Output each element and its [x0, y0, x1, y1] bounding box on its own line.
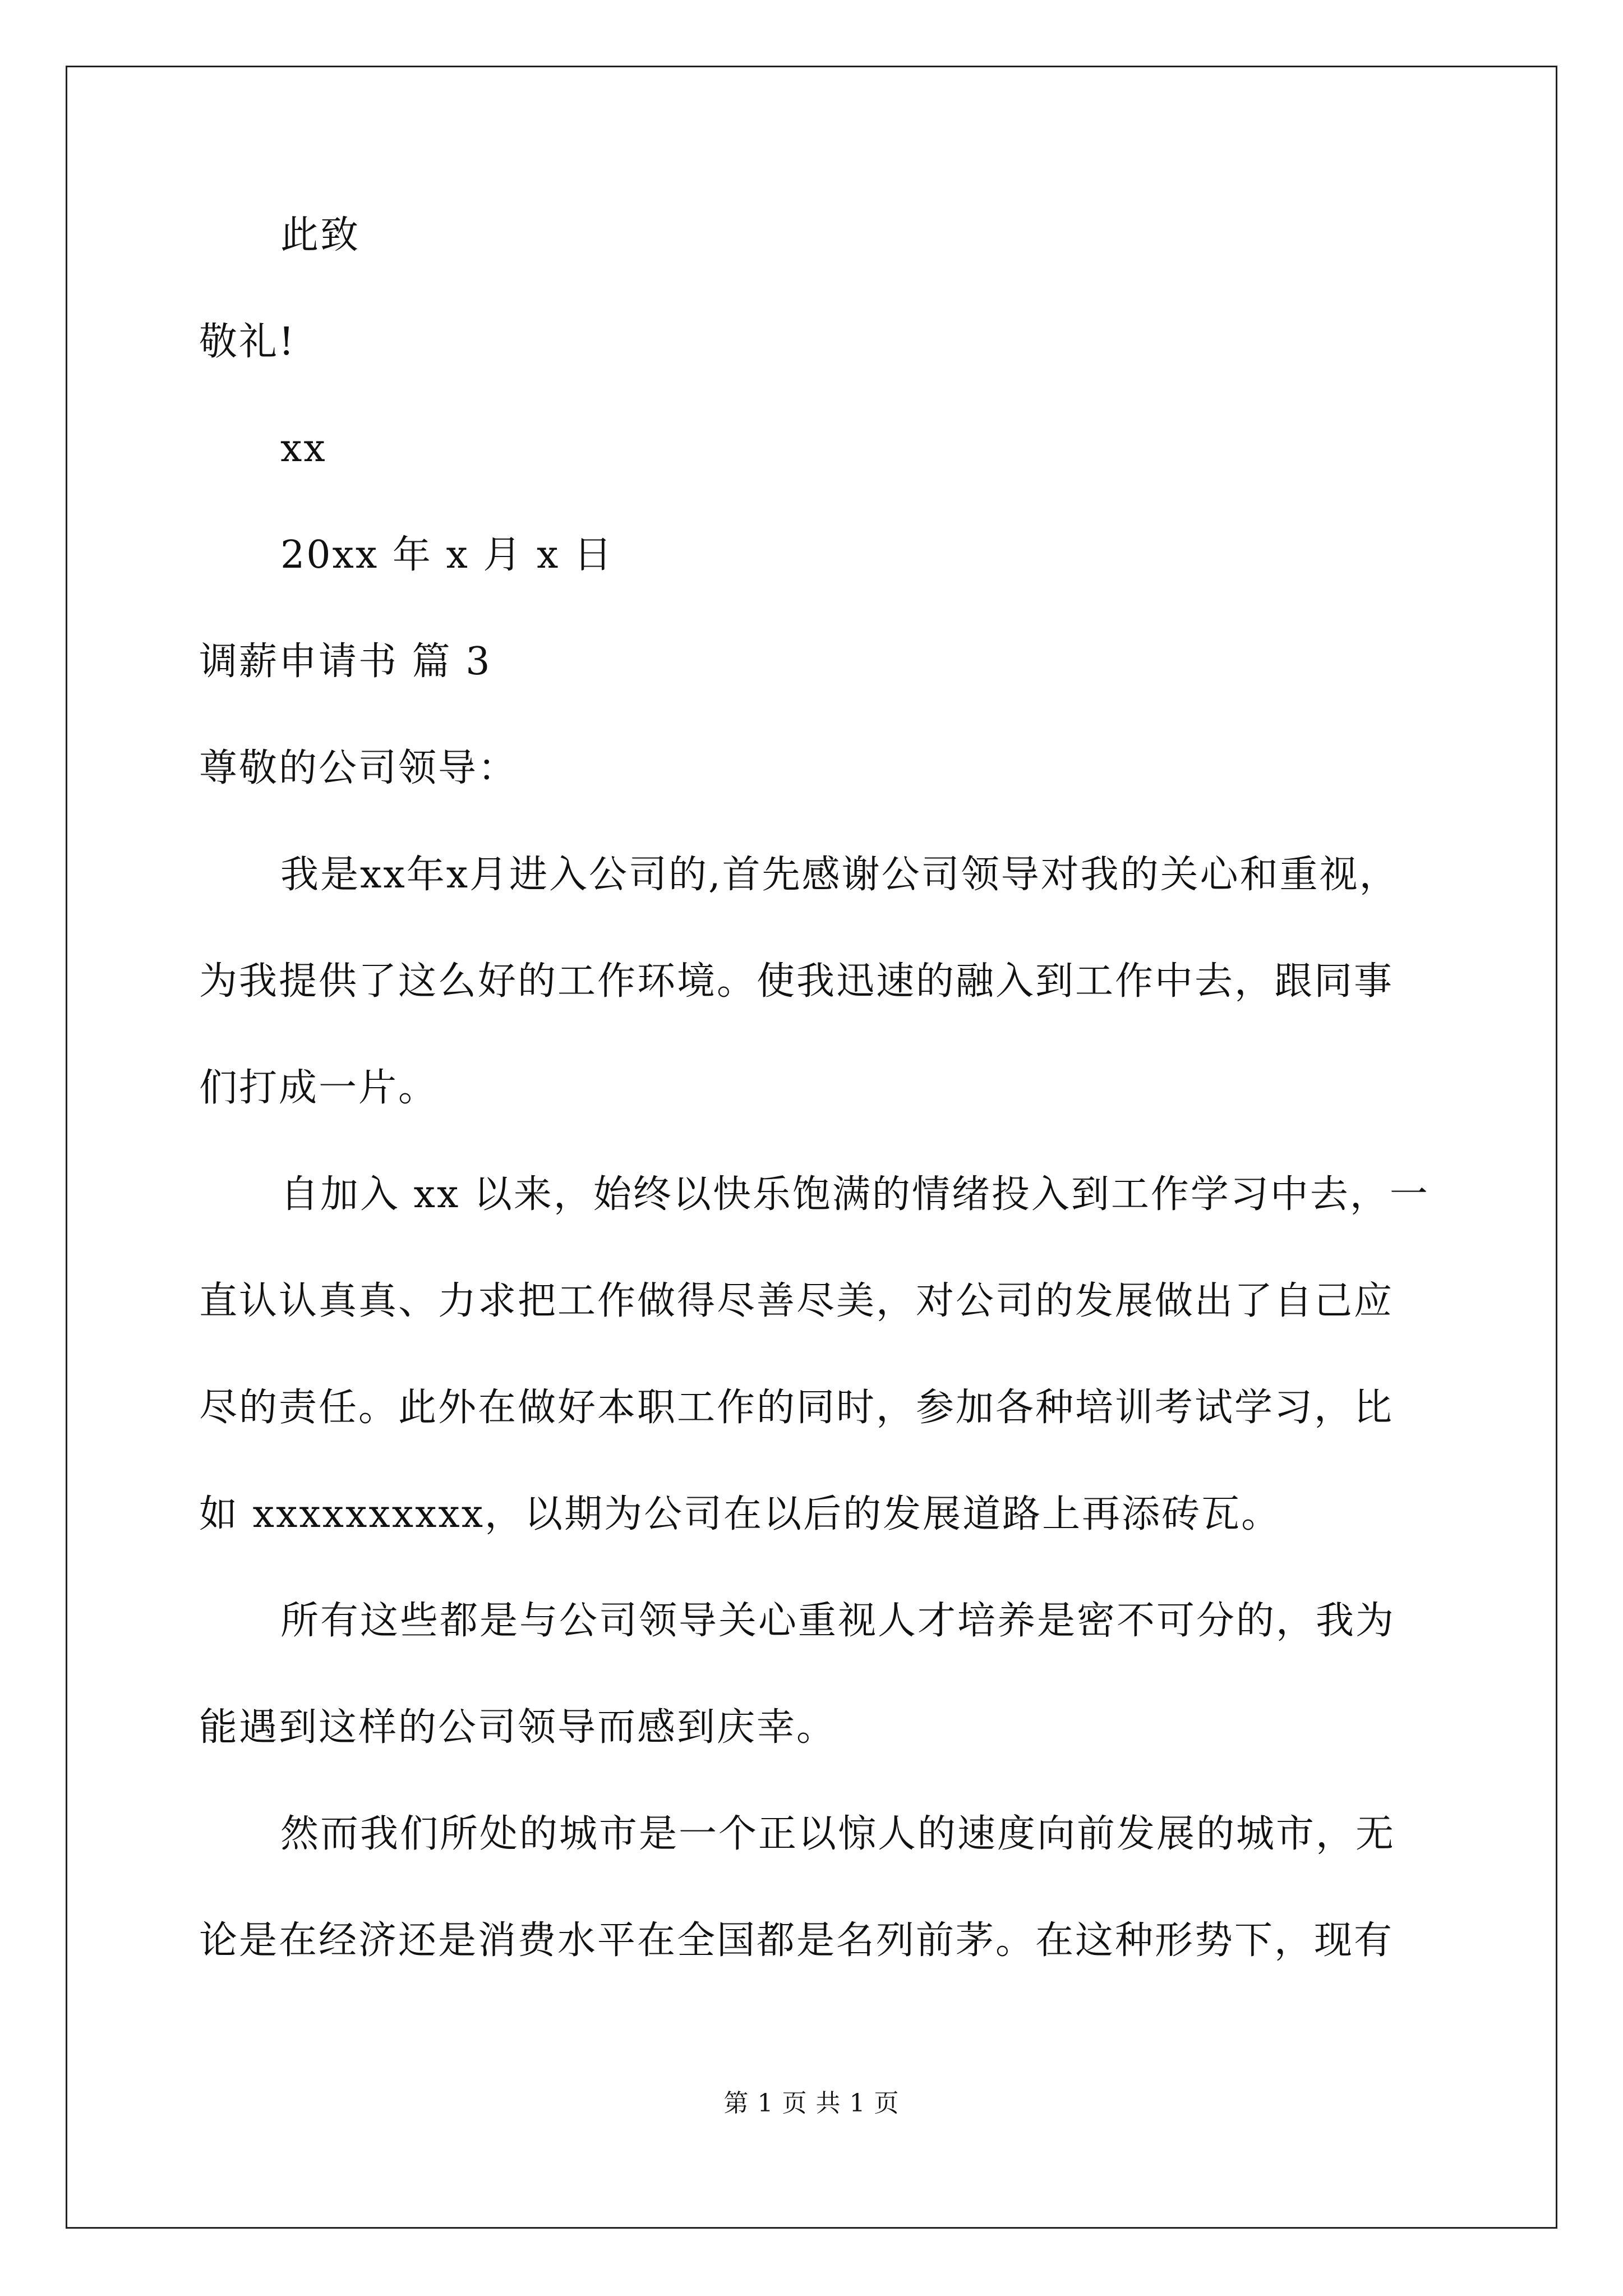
greeting-text: 尊敬的公司领导： — [199, 746, 518, 790]
paragraph-line: 能遇到这样的公司领导而感到庆幸。 — [199, 1705, 837, 1750]
page-border — [66, 66, 1557, 2229]
paragraph-line: 如 xxxxxxxxxx，以期为公司在以后的发展道路上再添砖瓦。 — [199, 1492, 1281, 1536]
paragraph-line: 为我提供了这么好的工作环境。使我迅速的融入到工作中去，跟同事 — [199, 959, 1394, 1004]
date-text: 20xx 年 x 月 x 日 — [280, 533, 614, 577]
salutation-end-text: 敬礼! — [199, 320, 296, 364]
section-title: 调薪申请书 篇 3 — [199, 639, 492, 684]
signature-text: xx — [280, 426, 327, 471]
paragraph-line: 们打成一片。 — [199, 1066, 439, 1110]
paragraph-line: 直认认真真、力求把工作做得尽善尽美，对公司的发展做出了自己应 — [199, 1279, 1394, 1323]
paragraph-line: 所有这些都是与公司领导关心重视人才培养是密不可分的，我为 — [280, 1599, 1396, 1643]
paragraph-line: 我是xx年x月进入公司的,首先感谢公司领导对我的关心和重视， — [280, 853, 1399, 897]
page-number-footer: 第 1 页 共 1 页 — [723, 2089, 900, 2118]
paragraph-line: 自加入 xx 以来，始终以快乐饱满的情绪投入到工作学习中去，一 — [280, 1172, 1430, 1217]
paragraph-line: 论是在经济还是消费水平在全国都是名列前茅。在这种形势下，现有 — [199, 1918, 1394, 1963]
closing-text: 此致 — [280, 213, 361, 257]
paragraph-line: 尽的责任。此外在做好本职工作的同时，参加各种培训考试学习，比 — [199, 1386, 1394, 1430]
paragraph-line: 然而我们所处的城市是一个正以惊人的速度向前发展的城市，无 — [280, 1812, 1396, 1856]
